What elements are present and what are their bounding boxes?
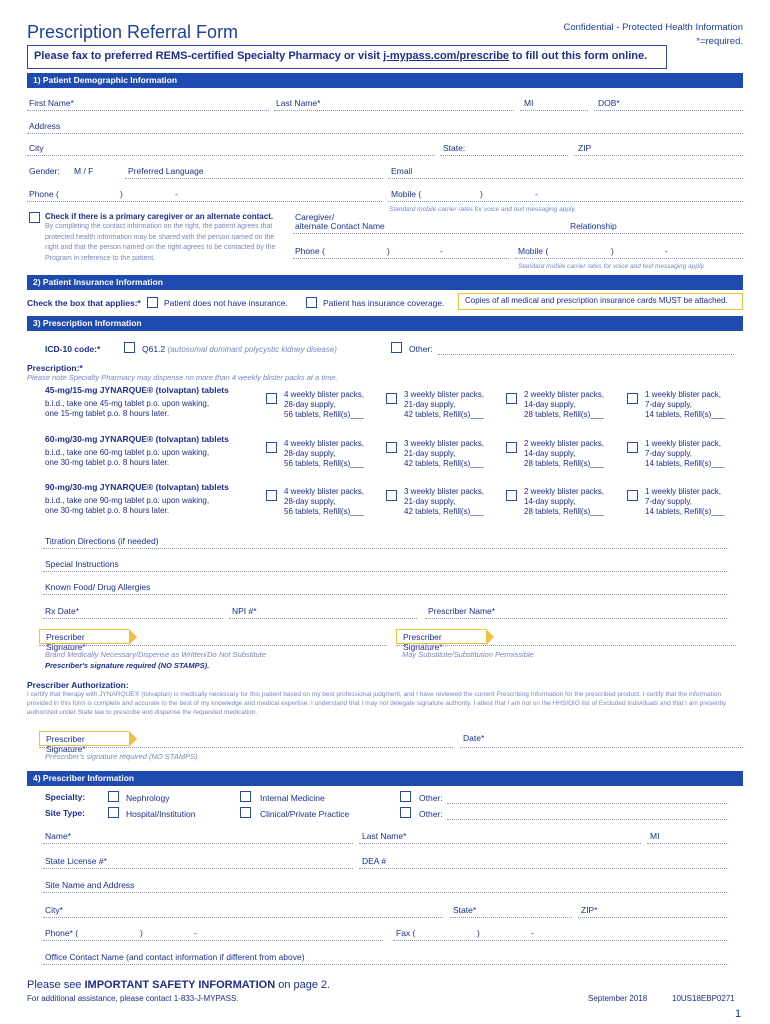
pack-supply: 7-day supply, xyxy=(645,449,692,458)
gender-label: Gender: xyxy=(29,166,60,176)
pack-count: 4 weekly blister packs, xyxy=(284,439,365,448)
caregiver-phone-dash: - xyxy=(440,246,443,256)
signature-daw-flag: Prescriber Signature* xyxy=(39,629,129,644)
zip-field[interactable] xyxy=(574,155,743,156)
sig-required-note: Prescriber's signature required (NO STAMPS). xyxy=(45,661,210,670)
pres-phone-dash: - xyxy=(194,928,197,938)
prescribe-link[interactable]: j-mypass.com/prescribe xyxy=(383,50,510,62)
pack-supply: 21-day supply, xyxy=(404,497,456,506)
pack-count: 3 weekly blister packs, xyxy=(404,439,485,448)
no-insurance-label: Patient does not have insurance. xyxy=(164,298,288,308)
signature-sub-flag: Prescriber Signature* xyxy=(396,629,486,644)
pack-tablets: 28 tablets, Refill(s)___ xyxy=(524,507,604,516)
pack-tablets: 28 tablets, Refill(s)___ xyxy=(524,459,604,468)
pack-count: 4 weekly blister packs, xyxy=(284,390,365,399)
caregiver-phone-field[interactable] xyxy=(293,258,509,259)
specialty-other-checkbox[interactable] xyxy=(400,791,411,802)
hospital-label: Hospital/Institution xyxy=(126,809,196,819)
relationship-label: Relationship xyxy=(570,221,617,231)
pack-checkbox[interactable] xyxy=(386,442,397,453)
authorization-text: I certify that therapy with JYNARQUE® (tolvaptan) is medically necessary for this patient based on my best professional judgment, and I have reviewed the current Prescribing Information for the prescribed product. I certify that the information provided in this form is complete and accurate to the best of my knowledge and medical expertise. I understand that I may not delegate signature authority. I attest that I am not on the HHS/OIG list of Excluded Individuals and that I am presently authorized under State law to prescribe and dispense the requested medication. xyxy=(27,691,727,716)
special-label: Special Instructions xyxy=(45,559,119,569)
daw-note: Brand Medically Necessary/Dispense as Written/Do Not Substitute xyxy=(45,650,266,659)
dose-line-2: one 30-mg tablet p.o. 8 hours later. xyxy=(45,458,170,467)
language-field[interactable] xyxy=(125,178,383,179)
dose-name: 60-mg/30-mg JYNARQUE® (tolvaptan) tablets xyxy=(45,434,229,444)
clinic-checkbox[interactable] xyxy=(240,807,251,818)
caregiver-phone-paren: ) xyxy=(387,246,390,256)
caregiver-mobile-paren: ) xyxy=(611,246,614,256)
dea-label: DEA # xyxy=(362,856,387,866)
mobile-field[interactable] xyxy=(388,201,743,202)
pack-tablets: 14 tablets, Refill(s)___ xyxy=(645,459,725,468)
icd-other-label: Other: xyxy=(409,344,433,354)
site-other-field[interactable] xyxy=(447,819,727,820)
internal-medicine-label: Internal Medicine xyxy=(260,793,325,803)
pres-mi-field[interactable] xyxy=(647,843,727,844)
section-prescription: 3) Prescription Information xyxy=(27,316,743,331)
pack-checkbox[interactable] xyxy=(266,442,277,453)
language-label: Preferred Language xyxy=(128,166,204,176)
nephrology-checkbox[interactable] xyxy=(108,791,119,802)
footer-code: 10US18EBP0271 xyxy=(672,994,735,1003)
phone-label: Phone ( xyxy=(29,189,59,199)
pres-city-field[interactable] xyxy=(43,917,443,918)
phone-field[interactable] xyxy=(27,201,382,202)
pres-zip-field[interactable] xyxy=(578,917,727,918)
caregiver-phone-label: Phone ( xyxy=(295,246,325,256)
phone-paren: ) xyxy=(120,189,123,199)
section-prescriber: 4) Prescriber Information xyxy=(27,771,743,786)
dose-name: 45-mg/15-mg JYNARQUE® (tolvaptan) tablets xyxy=(45,385,229,395)
license-field[interactable] xyxy=(43,868,353,869)
rxdate-field[interactable] xyxy=(43,618,223,619)
site-type-label: Site Type: xyxy=(45,808,85,818)
caregiver-checkbox[interactable] xyxy=(29,212,40,223)
pack-tablets: 56 tablets, Refill(s)___ xyxy=(284,459,364,468)
pack-checkbox[interactable] xyxy=(266,393,277,404)
clinic-label: Clinical/Private Practice xyxy=(260,809,350,819)
pack-checkbox[interactable] xyxy=(627,393,638,404)
pack-supply: 21-day supply, xyxy=(404,449,456,458)
dose-name: 90-mg/30-mg JYNARQUE® (tolvaptan) tablets xyxy=(45,482,229,492)
state-field[interactable] xyxy=(440,155,568,156)
pres-city-label: City* xyxy=(45,905,63,915)
pack-supply: 28-day supply, xyxy=(284,497,336,506)
dose-line-2: one 15-mg tablet p.o. 8 hours later. xyxy=(45,409,170,418)
npi-label: NPI #* xyxy=(232,606,257,616)
date-label: Date* xyxy=(463,733,485,743)
email-label: Email xyxy=(391,166,413,176)
state-label: State: xyxy=(443,143,466,153)
pack-option xyxy=(524,487,624,517)
rx-note: Please note Specialty Pharmacy may dispense no more than 4 weekly blister packs at a time. xyxy=(27,373,338,382)
first-name-field[interactable] xyxy=(27,110,269,111)
assistance-note: For additional assistance, please contact 1-833-J-MYPASS. xyxy=(27,994,239,1003)
office-contact-field[interactable] xyxy=(43,964,727,965)
last-name-field[interactable] xyxy=(274,110,514,111)
specialty-label: Specialty: xyxy=(45,792,86,802)
pack-option xyxy=(284,439,384,469)
pack-checkbox[interactable] xyxy=(386,393,397,404)
rx-label: Prescription:* xyxy=(27,363,83,373)
specialty-other-label: Other: xyxy=(419,793,443,803)
pack-tablets: 56 tablets, Refill(s)___ xyxy=(284,410,364,419)
section-patient-demographics: 1) Patient Demographic Information xyxy=(27,73,743,88)
pres-fax-dash: - xyxy=(531,928,534,938)
pack-option xyxy=(645,439,745,469)
pack-count: 3 weekly blister packs, xyxy=(404,487,485,496)
pack-checkbox[interactable] xyxy=(386,490,397,501)
prescriber-name-label: Prescriber Name* xyxy=(428,606,496,616)
pres-zip-label: ZIP* xyxy=(581,905,598,915)
pres-phone-field[interactable] xyxy=(43,940,383,941)
site-name-field[interactable] xyxy=(43,892,727,893)
pack-supply: 21-day supply, xyxy=(404,400,456,409)
date-field[interactable] xyxy=(460,747,743,748)
dob-label: DOB* xyxy=(598,98,620,108)
pack-supply: 7-day supply, xyxy=(645,497,692,506)
mi-field[interactable] xyxy=(520,110,588,111)
internal-medicine-checkbox[interactable] xyxy=(240,791,251,802)
address-field[interactable] xyxy=(27,133,743,134)
signature-auth-field[interactable] xyxy=(39,747,453,748)
pack-supply: 14-day supply, xyxy=(524,400,576,409)
pres-fax-paren: ) xyxy=(477,928,480,938)
pack-supply: 14-day supply, xyxy=(524,449,576,458)
site-other-label: Other: xyxy=(419,809,443,819)
pack-supply: 14-day supply, xyxy=(524,497,576,506)
pres-fax-field[interactable] xyxy=(393,940,727,941)
allergies-field[interactable] xyxy=(43,594,727,595)
signature-sub-field[interactable] xyxy=(396,645,736,646)
pack-checkbox[interactable] xyxy=(627,442,638,453)
pres-state-label: State* xyxy=(453,905,477,915)
has-insurance-checkbox[interactable] xyxy=(306,297,317,308)
pack-option xyxy=(404,487,504,517)
dose-line-1: b.i.d., take one 90-mg tablet p.o. upon waking, xyxy=(45,496,210,505)
no-insurance-checkbox[interactable] xyxy=(147,297,158,308)
authorization-label: Prescriber Authorization: xyxy=(27,680,129,690)
dose-line-2: one 30-mg tablet p.o. 8 hours later. xyxy=(45,506,170,515)
first-name-label: First Name* xyxy=(29,98,74,108)
icd-label: ICD-10 code:* xyxy=(45,344,101,354)
mobile-paren: ) xyxy=(480,189,483,199)
pack-count: 2 weekly blister packs, xyxy=(524,390,605,399)
icd-other-checkbox[interactable] xyxy=(391,342,402,353)
pack-supply: 7-day supply, xyxy=(645,400,692,409)
safety-info-note: Please see IMPORTANT SAFETY INFORMATION on page 2. xyxy=(27,979,331,991)
rates-note: Standard mobile carrier rates for voice and text messaging apply. xyxy=(389,206,577,213)
has-insurance-label: Patient has insurance coverage. xyxy=(323,298,445,308)
icd-q612-label: Q61.2 (autosomal dominant polycystic kidney disease) xyxy=(142,344,337,354)
city-field[interactable] xyxy=(27,155,435,156)
mobile-dash: - xyxy=(535,189,538,199)
pres-last-name-field[interactable] xyxy=(359,843,641,844)
license-label: State License #* xyxy=(45,856,107,866)
pack-count: 2 weekly blister packs, xyxy=(524,487,605,496)
pres-last-name-label: Last Name* xyxy=(362,831,407,841)
allergies-label: Known Food/ Drug Allergies xyxy=(45,582,151,592)
pack-checkbox[interactable] xyxy=(506,393,517,404)
city-label: City xyxy=(29,143,44,153)
site-name-label: Site Name and Address xyxy=(45,880,135,890)
phone-dash: - xyxy=(175,189,178,199)
zip-label: ZIP xyxy=(578,143,592,153)
pack-count: 2 weekly blister packs, xyxy=(524,439,605,448)
pack-option xyxy=(524,439,624,469)
dob-field[interactable] xyxy=(594,110,743,111)
caregiver-label-1: Caregiver/ xyxy=(295,212,335,222)
pres-first-name-field[interactable] xyxy=(43,843,353,844)
prescriber-name-field[interactable] xyxy=(425,618,727,619)
pack-tablets: 42 tablets, Refill(s)___ xyxy=(404,410,484,419)
pack-supply: 28-day supply, xyxy=(284,400,336,409)
caregiver-disclaimer: By completing the contact information on the right, the patient agrees that protected health information may be shared with the person named on the right and that the person named on the right agrees to be contacted by the Program in reference to the patient. xyxy=(45,223,276,262)
footer-date: September 2018 xyxy=(588,994,648,1003)
section-insurance: 2) Patient Insurance Information xyxy=(27,275,743,290)
rxdate-label: Rx Date* xyxy=(45,606,80,616)
pack-option xyxy=(524,390,624,420)
titration-field[interactable] xyxy=(43,548,727,549)
dea-field[interactable] xyxy=(359,868,727,869)
pack-option xyxy=(404,439,504,469)
sig-required-note-2: Prescriber's signature required (NO STAMPS). xyxy=(45,752,200,761)
pres-phone-paren: ) xyxy=(140,928,143,938)
pack-tablets: 56 tablets, Refill(s)___ xyxy=(284,507,364,516)
last-name-label: Last Name* xyxy=(276,98,321,108)
pack-checkbox[interactable] xyxy=(627,490,638,501)
pack-checkbox[interactable] xyxy=(266,490,277,501)
pack-checkbox[interactable] xyxy=(506,490,517,501)
caregiver-name-field[interactable] xyxy=(293,233,743,234)
pack-supply: 28-day supply, xyxy=(284,449,336,458)
pres-fax-label: Fax ( xyxy=(396,928,416,938)
pack-count: 4 weekly blister packs, xyxy=(284,487,365,496)
caregiver-mobile-label: Mobile ( xyxy=(518,246,549,256)
pres-first-name-label: Name* xyxy=(45,831,71,841)
special-field[interactable] xyxy=(43,571,727,572)
pack-tablets: 42 tablets, Refill(s)___ xyxy=(404,507,484,516)
pres-state-field[interactable] xyxy=(450,917,572,918)
gender-options[interactable]: M / F xyxy=(74,166,94,176)
confidential-label: Confidential - Protected Health Information xyxy=(563,22,743,33)
page-number: 1 xyxy=(735,1008,742,1020)
dose-line-1: b.i.d., take one 60-mg tablet p.o. upon waking, xyxy=(45,448,210,457)
icd-q612-checkbox[interactable] xyxy=(124,342,135,353)
pack-tablets: 42 tablets, Refill(s)___ xyxy=(404,459,484,468)
signature-auth-flag: Prescriber Signature* xyxy=(39,731,129,746)
pack-checkbox[interactable] xyxy=(506,442,517,453)
insurance-cards-callout: Copies of all medical and prescription insurance cards MUST be attached. xyxy=(458,293,743,310)
specialty-other-field[interactable] xyxy=(447,803,727,804)
caregiver-name-label: alternate Contact Name xyxy=(295,221,385,231)
address-label: Address xyxy=(29,121,61,131)
signature-daw-field[interactable] xyxy=(39,645,387,646)
titration-label: Titration Directions (if needed) xyxy=(45,536,159,546)
nephrology-label: Nephrology xyxy=(126,793,170,803)
icd-other-field[interactable] xyxy=(438,354,734,355)
pres-mi-label: MI xyxy=(650,831,660,841)
pack-count: 1 weekly blister pack, xyxy=(645,390,722,399)
caregiver-mobile-dash: - xyxy=(665,246,668,256)
caregiver-check-label: Check if there is a primary caregiver or an alternate contact. xyxy=(45,212,274,221)
page-title: Prescription Referral Form xyxy=(27,22,239,42)
dose-line-1: b.i.d., take one 45-mg tablet p.o. upon waking, xyxy=(45,399,210,408)
office-contact-label: Office Contact Name (and contact information if different from above) xyxy=(45,952,305,962)
site-other-checkbox[interactable] xyxy=(400,807,411,818)
caregiver-rates-note: Standard mobile carrier rates for voice and text messaging apply. xyxy=(518,263,706,270)
insurance-check-label: Check the box that applies:* xyxy=(27,298,141,308)
pack-tablets: 14 tablets, Refill(s)___ xyxy=(645,507,725,516)
pres-phone-label: Phone* ( xyxy=(45,928,79,938)
pack-option xyxy=(284,390,384,420)
mi-label: MI xyxy=(524,98,534,108)
fax-instructions: Please fax to preferred REMS-certified Specialty Pharmacy or visit j-mypass.com/prescribe to fill out this form online. xyxy=(27,45,667,69)
pack-option xyxy=(284,487,384,517)
may-sub-note: May Substitute/Substitution Permissible xyxy=(402,650,534,659)
pack-count: 1 weekly blister pack, xyxy=(645,487,722,496)
required-note: *=required. xyxy=(696,36,743,47)
npi-field[interactable] xyxy=(229,618,417,619)
mobile-label: Mobile ( xyxy=(391,189,422,199)
pack-option xyxy=(645,487,745,517)
email-field[interactable] xyxy=(388,178,743,179)
hospital-checkbox[interactable] xyxy=(108,807,119,818)
pack-tablets: 14 tablets, Refill(s)___ xyxy=(645,410,725,419)
pack-option xyxy=(645,390,745,420)
pack-option xyxy=(404,390,504,420)
pack-count: 1 weekly blister pack, xyxy=(645,439,722,448)
pack-count: 3 weekly blister packs, xyxy=(404,390,485,399)
pack-tablets: 28 tablets, Refill(s)___ xyxy=(524,410,604,419)
caregiver-mobile-field[interactable] xyxy=(515,258,743,259)
